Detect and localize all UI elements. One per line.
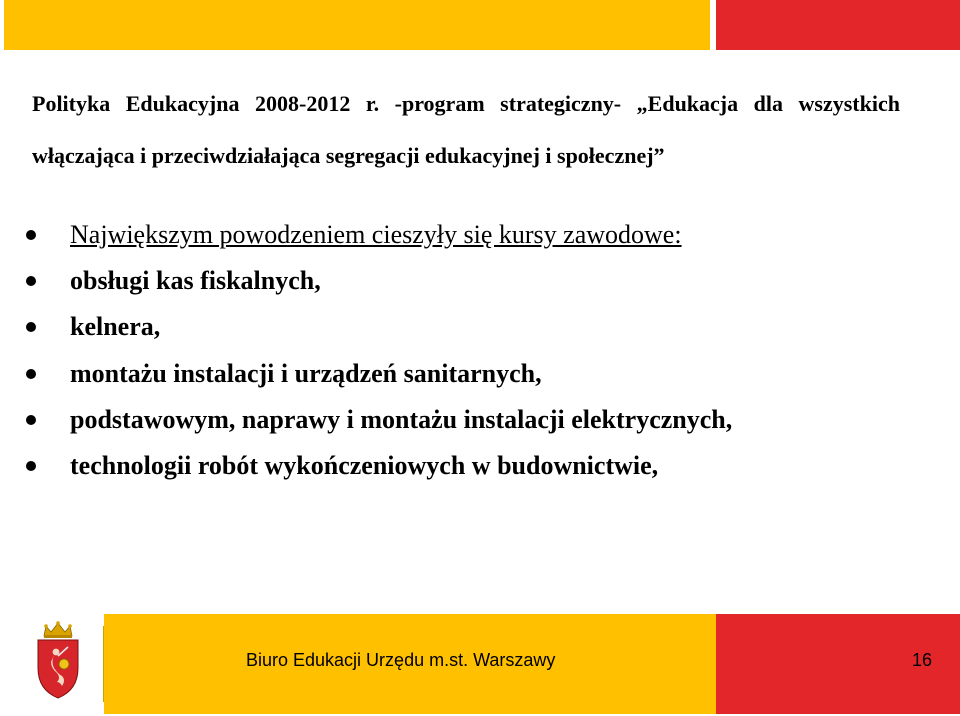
bullet-dot-icon — [26, 415, 36, 425]
warsaw-coat-of-arms-icon — [32, 620, 84, 700]
list-item-text: technologii robót wykończeniowych w budownictwie, — [70, 450, 659, 480]
bullet-list — [26, 212, 936, 489]
list-item — [26, 443, 936, 489]
footer-divider — [103, 626, 104, 702]
footer-organization: Biuro Edukacji Urzędu m.st. Warszawy — [246, 650, 556, 670]
bullet-dot-icon — [26, 322, 36, 332]
top-bar-red — [716, 0, 960, 50]
list-item-text: montażu instalacji i urządzeń sanitarnych, — [70, 358, 542, 388]
slide-title: Polityka Edukacyjna 2008-2012 r. -program strategiczny- „Edukacja dla wszystkich włączająca i przeciwdziałająca segregacji edukacyjnej i społecznej” — [32, 91, 900, 168]
list-item-text: Największym powodzeniem cieszyły się kursy zawodowe: — [70, 220, 682, 249]
page-number: 16 — [911, 650, 932, 670]
list-item-text: kelnera, — [70, 312, 161, 342]
list-item-text: podstawowym, naprawy i montażu instalacji elektrycznych, — [70, 404, 733, 434]
bullet-dot-icon — [26, 230, 36, 240]
bullet-dot-icon — [26, 369, 36, 379]
list-item — [26, 304, 936, 350]
top-bar-yellow — [4, 0, 710, 50]
list-item — [26, 351, 936, 397]
list-item-text: obsługi kas fiskalnych, — [70, 266, 321, 296]
bullet-dot-icon — [26, 276, 36, 286]
list-item — [26, 397, 936, 443]
bullet-dot-icon — [26, 461, 36, 471]
list-item — [26, 212, 936, 258]
list-item — [26, 258, 936, 304]
